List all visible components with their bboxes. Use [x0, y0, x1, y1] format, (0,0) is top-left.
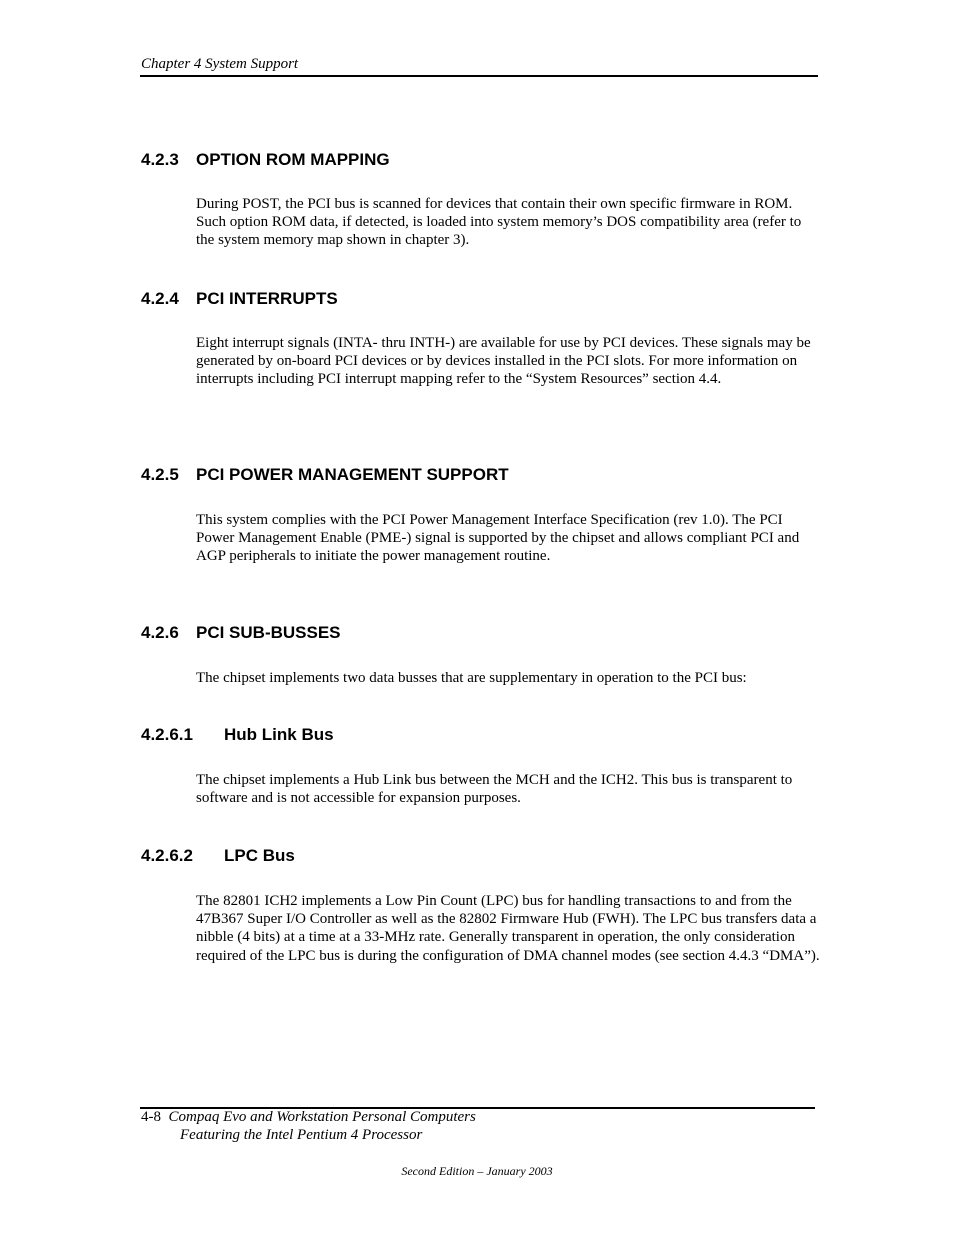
footer-title-line-1: Compaq Evo and Workstation Personal Computers — [168, 1109, 476, 1125]
section-title: PCI INTERRUPTS — [196, 289, 338, 308]
edition-note: Second Edition – January 2003 — [401, 1164, 553, 1178]
section-number: 4.2.6.2 — [141, 846, 193, 865]
page-number: 4-8 — [141, 1109, 161, 1125]
section-body-4-2-3: During POST, the PCI bus is scanned for devices that contain their own specific firmware in ROM. Such option ROM data, if detected, is loaded into system memory’s DOS compatibility area (refer to the system memory map shown in chapter 3). — [196, 196, 802, 249]
section-title: OPTION ROM MAPPING — [196, 150, 390, 169]
section-heading-4-2-6 — [141, 623, 341, 643]
section-heading-4-2-3 — [141, 150, 390, 170]
section-number: 4.2.6.1 — [141, 725, 193, 744]
section-heading-4-2-6-2 — [141, 846, 295, 866]
footer-title-line-2: Featuring the Intel Pentium 4 Processor — [180, 1127, 423, 1143]
section-body-4-2-6-2: The 82801 ICH2 implements a Low Pin Count (LPC) bus for handling transactions to and from the 47B367 Super I/O Controller as well as the 82802 Firmware Hub (FWH). The LPC bus transfers data a nibble (4 bits) at a time at a 33-MHz rate. Generally transparent in operation, the only consideration required of the LPC bus is during the configuration of DMA channel modes (see section 4.4.3 “DMA”). — [196, 893, 820, 964]
section-body-4-2-4: Eight interrupt signals (INTA- thru INTH-) are available for use by PCI devices. These signals may be generated by on-board PCI devices or by devices installed in the PCI slots. For more information on interrupts including PCI interrupt mapping refer to the “System Resources” section 4.4. — [196, 335, 811, 388]
section-title: LPC Bus — [224, 846, 295, 865]
header-rule — [140, 75, 818, 77]
section-heading-4-2-6-1 — [141, 725, 334, 745]
section-body-4-2-6: The chipset implements two data busses that are supplementary in operation to the PCI bus: — [196, 670, 747, 686]
section-heading-4-2-5 — [141, 465, 509, 485]
section-body-4-2-6-1: The chipset implements a Hub Link bus between the MCH and the ICH2. This bus is transparent to software and is not accessible for expansion purposes. — [196, 772, 793, 807]
section-title: Hub Link Bus — [224, 725, 334, 744]
section-number: 4.2.4 — [141, 289, 179, 308]
running-header: Chapter 4 System Support — [141, 56, 299, 72]
section-body-4-2-5: This system complies with the PCI Power Management Interface Specification (rev 1.0). The PCI Power Management Enable (PME-) signal is supported by the chipset and allows compliant PCI and AGP peripherals to initiate the power management routine. — [196, 512, 800, 565]
section-number: 4.2.3 — [141, 150, 179, 169]
section-title: PCI SUB-BUSSES — [196, 623, 341, 642]
section-heading-4-2-4 — [141, 289, 338, 309]
section-number: 4.2.6 — [141, 623, 179, 642]
footer-line-1 — [141, 1109, 476, 1126]
section-title: PCI POWER MANAGEMENT SUPPORT — [196, 465, 509, 484]
section-number: 4.2.5 — [141, 465, 179, 484]
